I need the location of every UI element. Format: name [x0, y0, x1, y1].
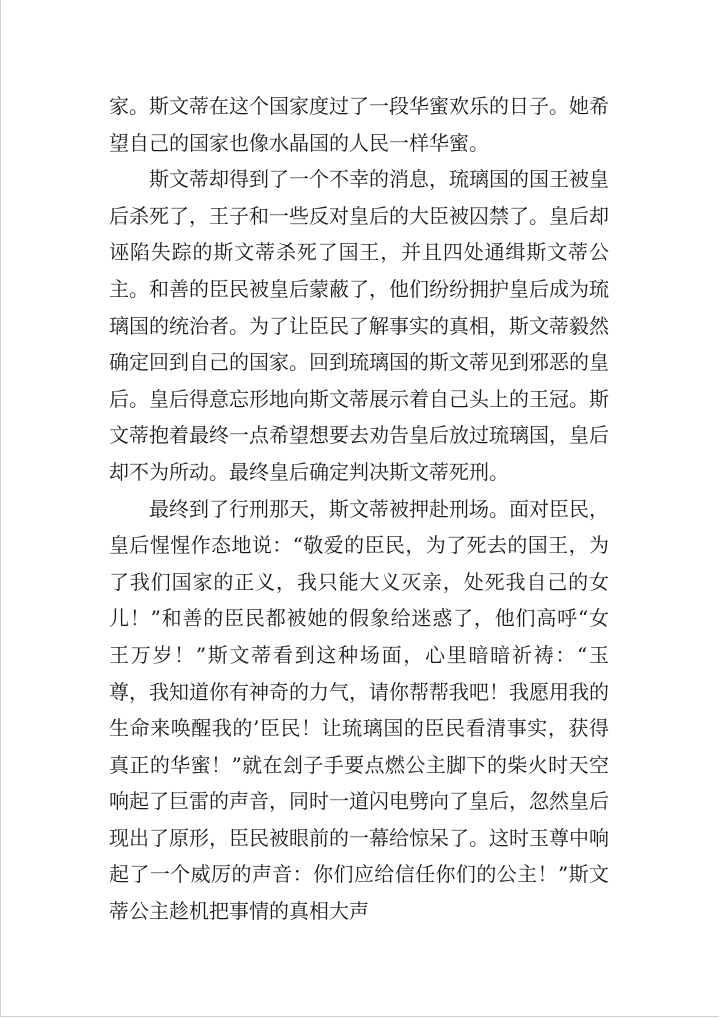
paragraph-3: 最终到了行刑那天，斯文蒂被押赴刑场。面对臣民，皇后惺惺作态地说：“敬爱的臣民，为了死去的国王，为了我们国家的正义，我只能大义灭亲，处死我自己的女儿！”和善的臣民都被她的假象给迷惑了，他们高呼“女王万岁！”斯文蒂看到这种场面，心里暗暗祈祷：“玉尊，我知道你有神奇的力气，请你帮帮我吧！我愿用我的生命来唤醒我的’臣民！让琉璃国的臣民看清事实，获得真正的华蜜！”就在刽子手要点燃公主脚下的柴火时天空响起了巨雷的声音，同时一道闪电劈向了皇后，忽然皇后现出了原形，臣民被眼前的一幕给惊呆了。这时玉尊中响起了一个威厉的声音：你们应给信任你们的公主！”斯文蒂公主趁机把事情的真相大声: [109, 496, 609, 924]
paragraph-2: 斯文蒂却得到了一个不幸的消息，琉璃国的国王被皇后杀死了，王子和一些反对皇后的大臣被囚禁了。皇后却诬陷失踪的斯文蒂杀死了国王，并且四处通缉斯文蒂公主。和善的臣民被皇后蒙蔽了，他们纷纷拥护皇后成为琉璃国的统治者。为了让臣民了解事实的真相，斯文蒂毅然确定回到自己的国家。回到琉璃国的斯文蒂见到邪恶的皇后。皇后得意忘形地向斯文蒂展示着自己头上的王冠。斯文蒂抱着最终一点希望想要去劝告皇后放过琉璃国，皇后却不为所动。最终皇后确定判决斯文蒂死刑。: [109, 167, 609, 484]
paragraph-1: 家。斯文蒂在这个国家度过了一段华蜜欢乐的日子。她希望自己的国家也像水晶国的人民一样华蜜。: [109, 94, 609, 155]
document-body: [109, 88, 609, 930]
